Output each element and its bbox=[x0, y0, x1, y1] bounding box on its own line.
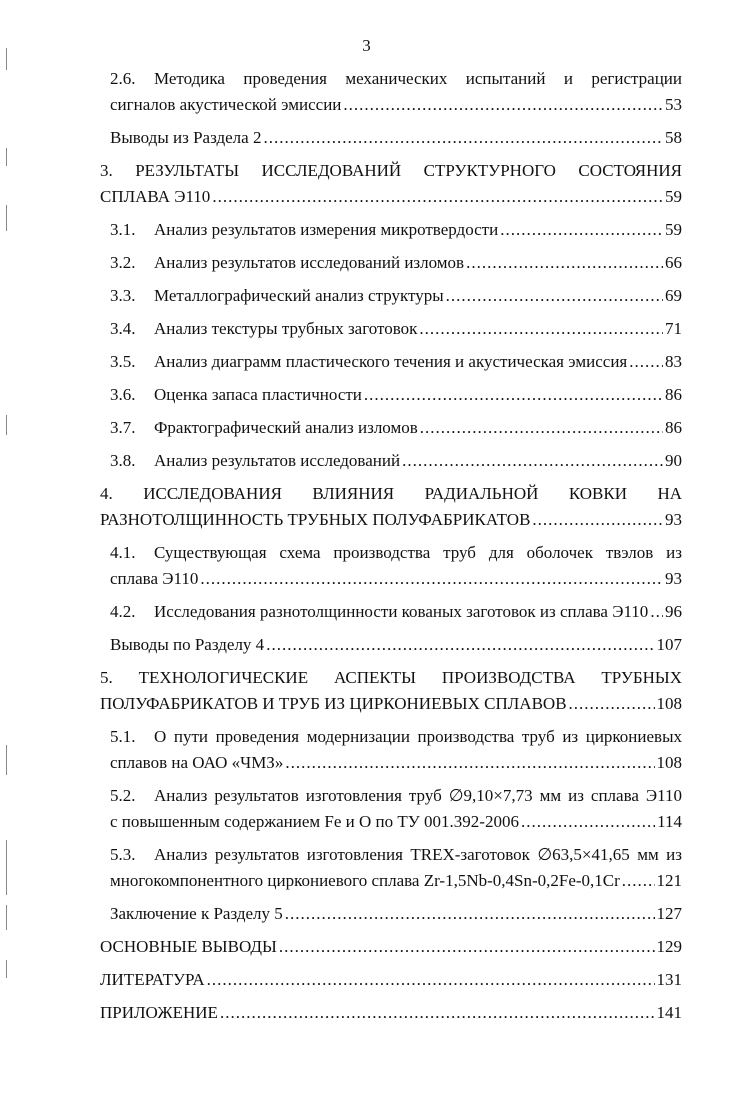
toc-entry-number: 4.2. bbox=[110, 602, 136, 621]
toc-entry[interactable] bbox=[100, 901, 682, 927]
toc-entry-title: Анализ результатов измерения микротвердости bbox=[154, 220, 499, 239]
dot-leader bbox=[466, 250, 663, 276]
dot-leader bbox=[629, 349, 663, 375]
toc-entry-title: Выводы по Разделу 4 bbox=[110, 635, 265, 654]
toc-entry-title-line1: 5. ТЕХНОЛОГИЧЕСКИЕ АСПЕКТЫ ПРОИЗВОДСТВА ТРУБНЫХ bbox=[100, 668, 682, 687]
toc-entry-title: ПРИЛОЖЕНИЕ bbox=[100, 1003, 218, 1022]
toc-entry-page: 121 bbox=[656, 871, 682, 890]
dot-leader bbox=[220, 1000, 655, 1026]
dot-leader bbox=[207, 967, 655, 993]
toc-entry-title: Анализ результатов исследований изломов bbox=[154, 253, 465, 272]
toc-entry-number: 3.3. bbox=[110, 286, 136, 305]
dot-leader bbox=[285, 750, 654, 776]
dot-leader bbox=[419, 316, 663, 342]
toc-entry-number: 5.3. bbox=[110, 845, 136, 864]
toc-entry-page: 141 bbox=[656, 1003, 682, 1022]
toc-entry-number: 3.4. bbox=[110, 319, 136, 338]
toc-entry-page: 90 bbox=[665, 451, 682, 470]
toc-entry-number: 4.1. bbox=[110, 543, 136, 562]
toc-entry-page: 93 bbox=[665, 569, 682, 588]
toc-entry-title-line1: 3. РЕЗУЛЬТАТЫ ИССЛЕДОВАНИЙ СТРУКТУРНОГО СОСТОЯНИЯ bbox=[100, 161, 682, 180]
dot-leader bbox=[650, 599, 663, 625]
toc-entry-number: 2.6. bbox=[110, 69, 136, 88]
toc-entry[interactable] bbox=[100, 724, 682, 776]
toc-entry-title: Фрактографический анализ изломов bbox=[154, 418, 418, 437]
toc-entry[interactable] bbox=[100, 250, 682, 276]
toc-entry[interactable] bbox=[100, 540, 682, 592]
toc-entry-title: Заключение к Разделу 5 bbox=[110, 904, 283, 923]
dot-leader bbox=[500, 217, 663, 243]
toc-entry-title: ОСНОВНЫЕ ВЫВОДЫ bbox=[100, 937, 277, 956]
toc-entry-number: 3.1. bbox=[110, 220, 136, 239]
toc-entry[interactable] bbox=[100, 481, 682, 533]
toc-entry[interactable] bbox=[100, 382, 682, 408]
dot-leader bbox=[532, 507, 663, 533]
toc-entry-title: многокомпонентного циркониевого сплава Zr-1,5Nb-0,4Sn-0,2Fe-0,1Cr bbox=[110, 871, 620, 890]
toc-entry[interactable] bbox=[100, 415, 682, 441]
toc-entry[interactable] bbox=[100, 66, 682, 118]
dot-leader bbox=[402, 448, 663, 474]
toc-entry-number: 3.6. bbox=[110, 385, 136, 404]
page-number: 3 bbox=[362, 36, 371, 55]
toc-entry[interactable] bbox=[100, 665, 682, 717]
toc-entry-number: 3.8. bbox=[110, 451, 136, 470]
toc-entry-page: 96 bbox=[665, 602, 682, 621]
toc-entry[interactable] bbox=[100, 125, 682, 151]
dot-leader bbox=[200, 566, 663, 592]
toc-entry-title: с повышенным содержанием Fe и O по ТУ 001.392-2006 bbox=[110, 812, 519, 831]
dot-leader bbox=[364, 382, 663, 408]
toc-entry-title: РАЗНОТОЛЩИННОСТЬ ТРУБНЫХ ПОЛУФАБРИКАТОВ bbox=[100, 510, 531, 529]
toc-entry-title-line1: Методика проведения механических испытаний и регистрации bbox=[154, 69, 682, 88]
toc-entry[interactable] bbox=[100, 217, 682, 243]
toc-entry[interactable] bbox=[100, 934, 682, 960]
dot-leader bbox=[285, 901, 655, 927]
toc-entry-title-line1: Существующая схема производства труб для оболочек твэлов из bbox=[154, 543, 682, 562]
toc-entry[interactable] bbox=[100, 316, 682, 342]
toc-entry-number: 5.1. bbox=[110, 727, 136, 746]
toc-entry-page: 71 bbox=[665, 319, 682, 338]
toc-entry-page: 86 bbox=[665, 418, 682, 437]
toc-entry-page: 108 bbox=[656, 694, 682, 713]
dot-leader bbox=[279, 934, 655, 960]
dot-leader bbox=[622, 868, 655, 894]
toc-entry-title: Анализ текстуры трубных заготовок bbox=[154, 319, 418, 338]
toc-entry-page: 53 bbox=[665, 95, 682, 114]
toc-entry-number: 3.5. bbox=[110, 352, 136, 371]
toc-entry-page: 59 bbox=[665, 187, 682, 206]
toc-entry-page: 107 bbox=[656, 635, 682, 654]
toc-entry-title-line1: О пути проведения модернизации производства труб из циркониевых bbox=[154, 727, 682, 746]
dot-leader bbox=[263, 125, 663, 151]
toc-entry-page: 59 bbox=[665, 220, 682, 239]
toc-entry-title: сплава Э110 bbox=[110, 569, 199, 588]
toc-entry-page: 129 bbox=[656, 937, 682, 956]
dot-leader bbox=[266, 632, 654, 658]
toc-entry-title-line1: Анализ результатов изготовления труб ∅9,10×7,73 мм из сплава Э110 bbox=[154, 786, 682, 805]
toc-entry-page: 131 bbox=[656, 970, 682, 989]
toc-entry[interactable] bbox=[100, 783, 682, 835]
toc-entry-page: 114 bbox=[657, 812, 682, 831]
toc-entry-title: Металлографический анализ структуры bbox=[154, 286, 444, 305]
toc-entry-title: Выводы из Раздела 2 bbox=[110, 128, 262, 147]
toc-entry[interactable] bbox=[100, 158, 682, 210]
toc-entry-page: 58 bbox=[665, 128, 682, 147]
toc-entry-title: сигналов акустической эмиссии bbox=[110, 95, 342, 114]
toc-entry-title: сплавов на ОАО «ЧМЗ» bbox=[110, 753, 284, 772]
toc-entry[interactable] bbox=[100, 632, 682, 658]
toc-entry[interactable] bbox=[100, 349, 682, 375]
toc-entry-title-line1: Анализ результатов изготовления TREX-заготовок ∅63,5×41,65 мм из bbox=[154, 845, 682, 864]
toc-entry-title: Оценка запаса пластичности bbox=[154, 385, 362, 404]
toc-entry[interactable] bbox=[100, 448, 682, 474]
toc-entry-page: 127 bbox=[656, 904, 682, 923]
dot-leader bbox=[569, 691, 655, 717]
toc-entry-page: 108 bbox=[656, 753, 682, 772]
toc-entry-title: Исследования разнотолщинности кованых заготовок из сплава Э110 bbox=[154, 602, 649, 621]
toc-entry-title-line1: 4. ИССЛЕДОВАНИЯ ВЛИЯНИЯ РАДИАЛЬНОЙ КОВКИ НА bbox=[100, 484, 682, 503]
toc-entry-number: 3.7. bbox=[110, 418, 136, 437]
toc-entry-page: 86 bbox=[665, 385, 682, 404]
dot-leader bbox=[212, 184, 663, 210]
toc-entry-page: 83 bbox=[665, 352, 682, 371]
toc-entry[interactable] bbox=[100, 967, 682, 993]
toc-entry-title: Анализ результатов исследований bbox=[154, 451, 401, 470]
dot-leader bbox=[420, 415, 663, 441]
toc-entry[interactable] bbox=[100, 283, 682, 309]
dot-leader bbox=[521, 809, 655, 835]
toc-entry-page: 66 bbox=[665, 253, 682, 272]
scan-margin-marks bbox=[6, 0, 12, 1100]
toc-entry-number: 5.2. bbox=[110, 786, 136, 805]
dot-leader bbox=[446, 283, 663, 309]
toc-entry-page: 93 bbox=[665, 510, 682, 529]
toc-entry-title: СПЛАВА Э110 bbox=[100, 187, 211, 206]
toc-entry-number: 3.2. bbox=[110, 253, 136, 272]
table-of-contents bbox=[100, 66, 682, 1033]
toc-entry[interactable] bbox=[100, 842, 682, 894]
toc-entry-page: 69 bbox=[665, 286, 682, 305]
toc-entry-title: Анализ диаграмм пластического течения и акустическая эмиссия bbox=[154, 352, 628, 371]
dot-leader bbox=[343, 92, 663, 118]
toc-entry-title: ПОЛУФАБРИКАТОВ И ТРУБ ИЗ ЦИРКОНИЕВЫХ СПЛАВОВ bbox=[100, 694, 567, 713]
toc-entry-title: ЛИТЕРАТУРА bbox=[100, 970, 205, 989]
toc-entry[interactable] bbox=[100, 1000, 682, 1026]
toc-entry[interactable] bbox=[100, 599, 682, 625]
